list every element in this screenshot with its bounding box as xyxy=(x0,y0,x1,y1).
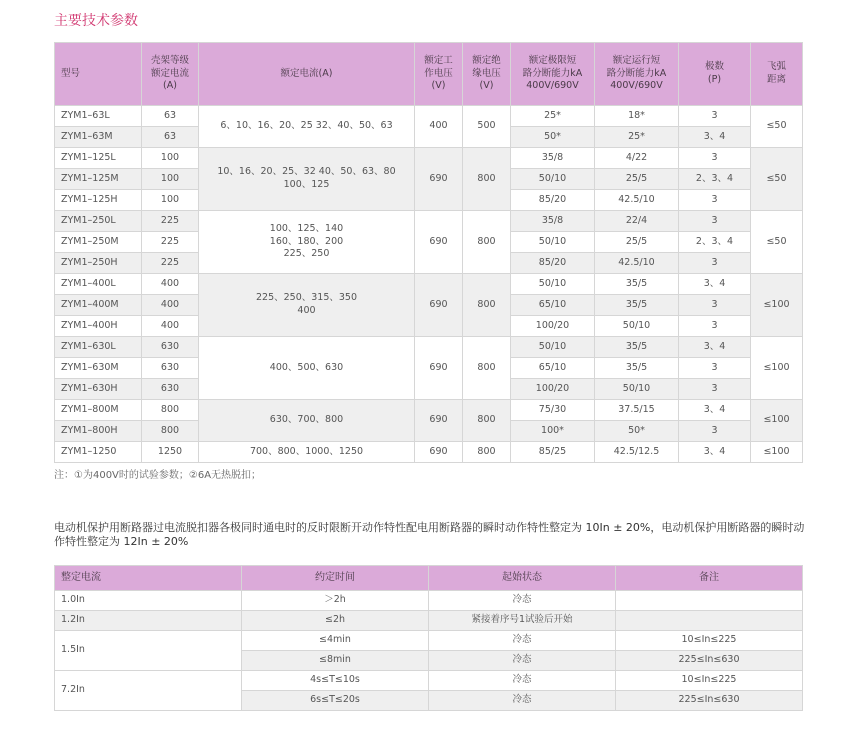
table-row xyxy=(55,400,803,421)
table-row xyxy=(55,631,803,651)
poles-cell: 3 xyxy=(679,295,751,316)
service-breaking-cell: 22/4 xyxy=(595,211,679,232)
trip-characteristics-table xyxy=(54,565,803,711)
model-cell: ZYM1–125H xyxy=(55,190,142,211)
ultimate-breaking-cell: 100* xyxy=(511,421,595,442)
service-breaking-cell: 42.5/10 xyxy=(595,190,679,211)
poles-cell: 3、4 xyxy=(679,442,751,463)
poles-cell: 3 xyxy=(679,316,751,337)
initial-state-cell: 冷态 xyxy=(429,651,616,671)
agreed-time-cell: ≤8min xyxy=(242,651,429,671)
ultimate-breaking-cell: 65/10 xyxy=(511,295,595,316)
service-breaking-cell: 37.5/15 xyxy=(595,400,679,421)
rated-current-cell: 225、250、315、350 400 xyxy=(199,274,415,337)
remark-cell: 225≤In≤630 xyxy=(616,691,803,711)
poles-cell: 3、4 xyxy=(679,400,751,421)
arc-distance-cell: ≤50 xyxy=(751,106,803,148)
initial-state-cell: 冷态 xyxy=(429,691,616,711)
rated-voltage-cell: 690 xyxy=(415,337,463,400)
agreed-time-cell: 6s≤T≤20s xyxy=(242,691,429,711)
arc-distance-cell: ≤50 xyxy=(751,148,803,211)
frame-current-cell: 63 xyxy=(142,106,199,127)
initial-state-cell: 冷态 xyxy=(429,671,616,691)
table-row xyxy=(55,611,803,631)
initial-state-cell: 冷态 xyxy=(429,631,616,651)
header-rated-current: 额定电流(A) xyxy=(199,43,415,106)
ultimate-breaking-cell: 75/30 xyxy=(511,400,595,421)
ultimate-breaking-cell: 100/20 xyxy=(511,316,595,337)
table-header-row xyxy=(55,43,803,106)
header-initial-state: 起始状态 xyxy=(429,566,616,591)
poles-cell: 2、3、4 xyxy=(679,232,751,253)
setting-current-cell: 1.0In xyxy=(55,591,242,611)
ultimate-breaking-cell: 50/10 xyxy=(511,232,595,253)
poles-cell: 3 xyxy=(679,358,751,379)
table-row xyxy=(55,148,803,169)
model-cell: ZYM1–630H xyxy=(55,379,142,400)
model-cell: ZYM1–400L xyxy=(55,274,142,295)
service-breaking-cell: 35/5 xyxy=(595,295,679,316)
ultimate-breaking-cell: 50/10 xyxy=(511,274,595,295)
model-cell: ZYM1–400M xyxy=(55,295,142,316)
insulation-voltage-cell: 800 xyxy=(463,274,511,337)
table-note: 注：①为400V时的试验参数；②6A无热脱扣； xyxy=(54,470,262,481)
insulation-voltage-cell: 800 xyxy=(463,148,511,211)
poles-cell: 2、3、4 xyxy=(679,169,751,190)
table-row xyxy=(55,591,803,611)
insulation-voltage-cell: 800 xyxy=(463,337,511,400)
header-setting-current: 整定电流 xyxy=(55,566,242,591)
remark-cell xyxy=(616,611,803,631)
frame-current-cell: 225 xyxy=(142,253,199,274)
frame-current-cell: 100 xyxy=(142,190,199,211)
service-breaking-cell: 25/5 xyxy=(595,169,679,190)
model-cell: ZYM1–250L xyxy=(55,211,142,232)
arc-distance-cell: ≤100 xyxy=(751,337,803,400)
ultimate-breaking-cell: 50/10 xyxy=(511,337,595,358)
characteristic-paragraph: 电动机保护用断路器过电流脱扣器各极同时通电时的反时限断开动作特性配电用断路器的瞬时动作特性整定为 10In ± 20%，电动机保护用断路器的瞬时动作特性整定为 12In ± 20% xyxy=(54,521,805,549)
remark-cell: 10≤In≤225 xyxy=(616,631,803,651)
insulation-voltage-cell: 800 xyxy=(463,442,511,463)
ultimate-breaking-cell: 85/20 xyxy=(511,190,595,211)
model-cell: ZYM1–250H xyxy=(55,253,142,274)
frame-current-cell: 100 xyxy=(142,169,199,190)
service-breaking-cell: 50/10 xyxy=(595,316,679,337)
frame-current-cell: 800 xyxy=(142,400,199,421)
model-cell: ZYM1–125M xyxy=(55,169,142,190)
header-agreed-time: 约定时间 xyxy=(242,566,429,591)
remark-cell: 10≤In≤225 xyxy=(616,671,803,691)
insulation-voltage-cell: 800 xyxy=(463,211,511,274)
frame-current-cell: 225 xyxy=(142,211,199,232)
model-cell: ZYM1–63L xyxy=(55,106,142,127)
initial-state-cell: 冷态 xyxy=(429,591,616,611)
poles-cell: 3 xyxy=(679,379,751,400)
setting-current-cell: 7.2In xyxy=(55,671,242,711)
model-cell: ZYM1–630M xyxy=(55,358,142,379)
table-row xyxy=(55,671,803,691)
agreed-time-cell: ≤4min xyxy=(242,631,429,651)
rated-voltage-cell: 690 xyxy=(415,274,463,337)
service-breaking-cell: 50/10 xyxy=(595,379,679,400)
rated-current-cell: 400、500、630 xyxy=(199,337,415,400)
rated-current-cell: 6、10、16、20、25 32、40、50、63 xyxy=(199,106,415,148)
poles-cell: 3 xyxy=(679,148,751,169)
model-cell: ZYM1–400H xyxy=(55,316,142,337)
remark-cell xyxy=(616,591,803,611)
ultimate-breaking-cell: 65/10 xyxy=(511,358,595,379)
arc-distance-cell: ≤100 xyxy=(751,442,803,463)
poles-cell: 3、4 xyxy=(679,337,751,358)
technical-parameters-table xyxy=(54,42,803,463)
poles-cell: 3 xyxy=(679,421,751,442)
header-poles: 极数 (P) xyxy=(679,43,751,106)
frame-current-cell: 800 xyxy=(142,421,199,442)
service-breaking-cell: 35/5 xyxy=(595,274,679,295)
header-rated-voltage: 额定工 作电压 (V) xyxy=(415,43,463,106)
rated-voltage-cell: 690 xyxy=(415,400,463,442)
remark-cell: 225≤In≤630 xyxy=(616,651,803,671)
agreed-time-cell: ＞2h xyxy=(242,591,429,611)
service-breaking-cell: 35/5 xyxy=(595,358,679,379)
insulation-voltage-cell: 800 xyxy=(463,400,511,442)
frame-current-cell: 225 xyxy=(142,232,199,253)
setting-current-cell: 1.5In xyxy=(55,631,242,671)
model-cell: ZYM1–1250 xyxy=(55,442,142,463)
table-row xyxy=(55,106,803,127)
service-breaking-cell: 4/22 xyxy=(595,148,679,169)
header-insulation-voltage: 额定绝 缘电压 (V) xyxy=(463,43,511,106)
service-breaking-cell: 18* xyxy=(595,106,679,127)
rated-current-cell: 100、125、140 160、180、200 225、250 xyxy=(199,211,415,274)
service-breaking-cell: 25* xyxy=(595,127,679,148)
service-breaking-cell: 25/5 xyxy=(595,232,679,253)
rated-current-cell: 700、800、1000、1250 xyxy=(199,442,415,463)
table-header-row xyxy=(55,566,803,591)
service-breaking-cell: 42.5/12.5 xyxy=(595,442,679,463)
arc-distance-cell: ≤100 xyxy=(751,400,803,442)
rated-voltage-cell: 400 xyxy=(415,106,463,148)
service-breaking-cell: 42.5/10 xyxy=(595,253,679,274)
setting-current-cell: 1.2In xyxy=(55,611,242,631)
header-ultimate-breaking: 额定极限短 路分断能力kA 400V/690V xyxy=(511,43,595,106)
ultimate-breaking-cell: 25* xyxy=(511,106,595,127)
ultimate-breaking-cell: 85/25 xyxy=(511,442,595,463)
frame-current-cell: 630 xyxy=(142,337,199,358)
rated-current-cell: 630、700、800 xyxy=(199,400,415,442)
rated-voltage-cell: 690 xyxy=(415,442,463,463)
header-model: 型号 xyxy=(55,43,142,106)
frame-current-cell: 630 xyxy=(142,358,199,379)
table-row xyxy=(55,442,803,463)
service-breaking-cell: 50* xyxy=(595,421,679,442)
model-cell: ZYM1–250M xyxy=(55,232,142,253)
frame-current-cell: 630 xyxy=(142,379,199,400)
poles-cell: 3 xyxy=(679,106,751,127)
frame-current-cell: 400 xyxy=(142,295,199,316)
poles-cell: 3 xyxy=(679,190,751,211)
model-cell: ZYM1–800M xyxy=(55,400,142,421)
rated-voltage-cell: 690 xyxy=(415,148,463,211)
ultimate-breaking-cell: 50* xyxy=(511,127,595,148)
model-cell: ZYM1–63M xyxy=(55,127,142,148)
model-cell: ZYM1–800H xyxy=(55,421,142,442)
table-row xyxy=(55,337,803,358)
header-remark: 备注 xyxy=(616,566,803,591)
ultimate-breaking-cell: 100/20 xyxy=(511,379,595,400)
table-row xyxy=(55,274,803,295)
frame-current-cell: 63 xyxy=(142,127,199,148)
arc-distance-cell: ≤50 xyxy=(751,211,803,274)
poles-cell: 3 xyxy=(679,253,751,274)
arc-distance-cell: ≤100 xyxy=(751,274,803,337)
page-title: 主要技术参数 xyxy=(54,13,138,29)
initial-state-cell: 紧接着序号1试验后开始 xyxy=(429,611,616,631)
agreed-time-cell: 4s≤T≤10s xyxy=(242,671,429,691)
header-arc-distance: 飞弧 距离 xyxy=(751,43,803,106)
model-cell: ZYM1–630L xyxy=(55,337,142,358)
ultimate-breaking-cell: 50/10 xyxy=(511,169,595,190)
poles-cell: 3 xyxy=(679,211,751,232)
poles-cell: 3、4 xyxy=(679,127,751,148)
header-service-breaking: 额定运行短 路分断能力kA 400V/690V xyxy=(595,43,679,106)
rated-current-cell: 10、16、20、25、32 40、50、63、80 100、125 xyxy=(199,148,415,211)
model-cell: ZYM1–125L xyxy=(55,148,142,169)
ultimate-breaking-cell: 35/8 xyxy=(511,211,595,232)
rated-voltage-cell: 690 xyxy=(415,211,463,274)
poles-cell: 3、4 xyxy=(679,274,751,295)
ultimate-breaking-cell: 35/8 xyxy=(511,148,595,169)
frame-current-cell: 400 xyxy=(142,274,199,295)
header-frame-current: 壳架等级 额定电流 (A) xyxy=(142,43,199,106)
table-row xyxy=(55,211,803,232)
service-breaking-cell: 35/5 xyxy=(595,337,679,358)
frame-current-cell: 1250 xyxy=(142,442,199,463)
insulation-voltage-cell: 500 xyxy=(463,106,511,148)
ultimate-breaking-cell: 85/20 xyxy=(511,253,595,274)
agreed-time-cell: ≤2h xyxy=(242,611,429,631)
frame-current-cell: 400 xyxy=(142,316,199,337)
frame-current-cell: 100 xyxy=(142,148,199,169)
